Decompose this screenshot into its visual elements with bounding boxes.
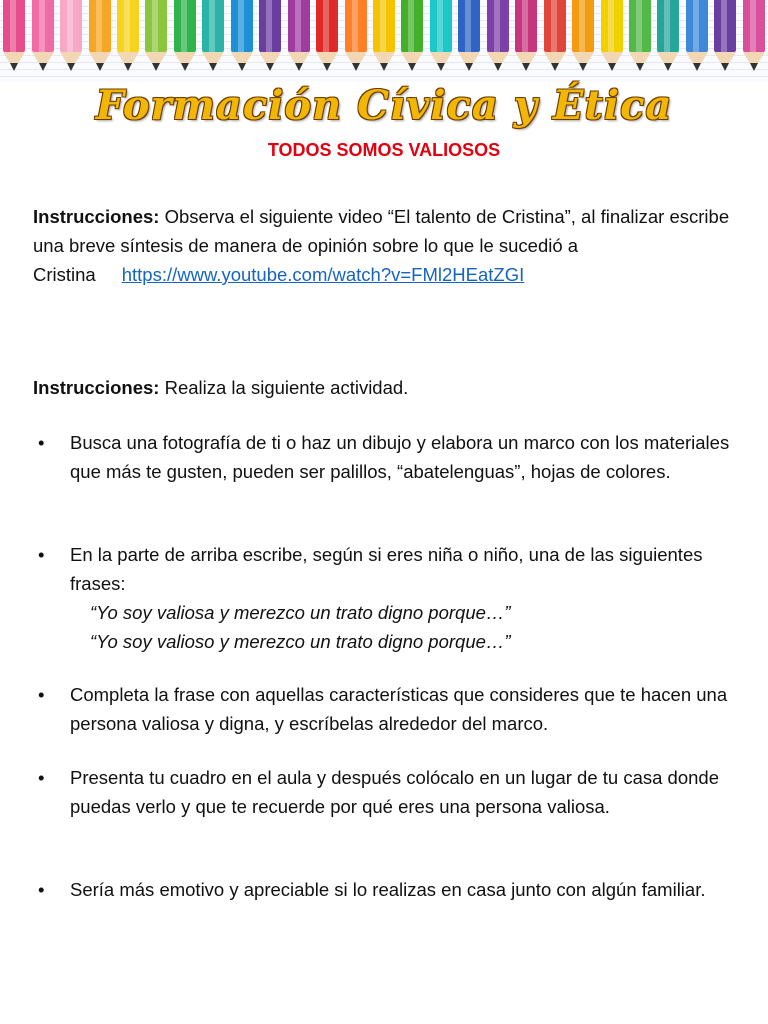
list-item xyxy=(33,680,743,738)
list-item-text: Busca una fotografía de ti o haz un dibujo y elabora un marco con los materiales que más te gusten, pueden ser palillos, “abatelenguas”, hojas de colores. xyxy=(70,432,730,482)
quote-girl: “Yo soy valiosa y merezco un trato digno porque…” xyxy=(90,602,511,623)
page-title: Formación Cívica y Ética xyxy=(95,82,673,129)
list-item-text: En la parte de arriba escribe, según si eres niña o niño, una de las siguientes frases: xyxy=(70,544,703,594)
pencil-icon xyxy=(743,0,765,76)
pencil-icon xyxy=(515,0,537,76)
pencil-icon xyxy=(544,0,566,76)
quote-boy: “Yo soy valioso y merezco un trato digno porque…” xyxy=(90,631,511,652)
page-subtitle: TODOS SOMOS VALIOSOS xyxy=(267,140,501,160)
list-item xyxy=(33,763,743,821)
list-item xyxy=(33,540,743,656)
bullet-icon: • xyxy=(38,432,45,453)
pencil-icon xyxy=(117,0,139,76)
pencil-icon xyxy=(601,0,623,76)
intro-text: Observa el siguiente video “El talento de Cristina”, al finalizar escribe una breve síntesis de manera de opinión sobre lo que le sucedió a Cristina xyxy=(33,206,730,285)
pencil-icon xyxy=(202,0,224,76)
list-item-text: Sería más emotivo y apreciable si lo realizas en casa junto con algún familiar. xyxy=(70,879,706,900)
bullet-icon: • xyxy=(38,544,45,565)
pencil-icon xyxy=(60,0,82,76)
pencil-icon xyxy=(458,0,480,76)
pencil-icon xyxy=(572,0,594,76)
pencil-icon xyxy=(3,0,25,76)
pencil-icon xyxy=(174,0,196,76)
pencil-banner xyxy=(0,0,768,82)
pencil-icon xyxy=(686,0,708,76)
list-item-text: Completa la frase con aquellas características que consideres que te hacen una persona valiosa y digna, y escríbelas alrededor del marco. xyxy=(70,684,728,734)
pencil-icon xyxy=(487,0,509,76)
pencil-icon xyxy=(401,0,423,76)
pencil-icon xyxy=(657,0,679,76)
pencil-icon xyxy=(316,0,338,76)
pencil-icon xyxy=(32,0,54,76)
pencil-icon xyxy=(145,0,167,76)
pencil-icon xyxy=(714,0,736,76)
bullet-icon: • xyxy=(38,879,45,900)
bullet-icon: • xyxy=(38,684,45,705)
video-link[interactable]: https://www.youtube.com/watch?v=FMl2HEatZGI xyxy=(121,264,525,285)
pencil-icon xyxy=(430,0,452,76)
pencil-icon xyxy=(89,0,111,76)
bullet-icon: • xyxy=(38,767,45,788)
pencil-icon xyxy=(373,0,395,76)
list-item-text: Presenta tu cuadro en el aula y después colócalo en un lugar de tu casa donde puedas verlo y que te recuerde por qué eres una persona valiosa. xyxy=(70,767,719,817)
list-item xyxy=(33,875,743,904)
list-item xyxy=(33,428,743,486)
activity-label: Instrucciones: xyxy=(33,377,160,398)
pencil-icon xyxy=(345,0,367,76)
pencil-icon xyxy=(288,0,310,76)
activity-instructions xyxy=(33,373,743,402)
intro-label: Instrucciones: xyxy=(33,206,160,227)
pencil-icon xyxy=(629,0,651,76)
pencil-icon xyxy=(259,0,281,76)
intro-instructions xyxy=(33,202,743,289)
pencil-icon xyxy=(231,0,253,76)
activity-text: Realiza la siguiente actividad. xyxy=(159,377,409,398)
